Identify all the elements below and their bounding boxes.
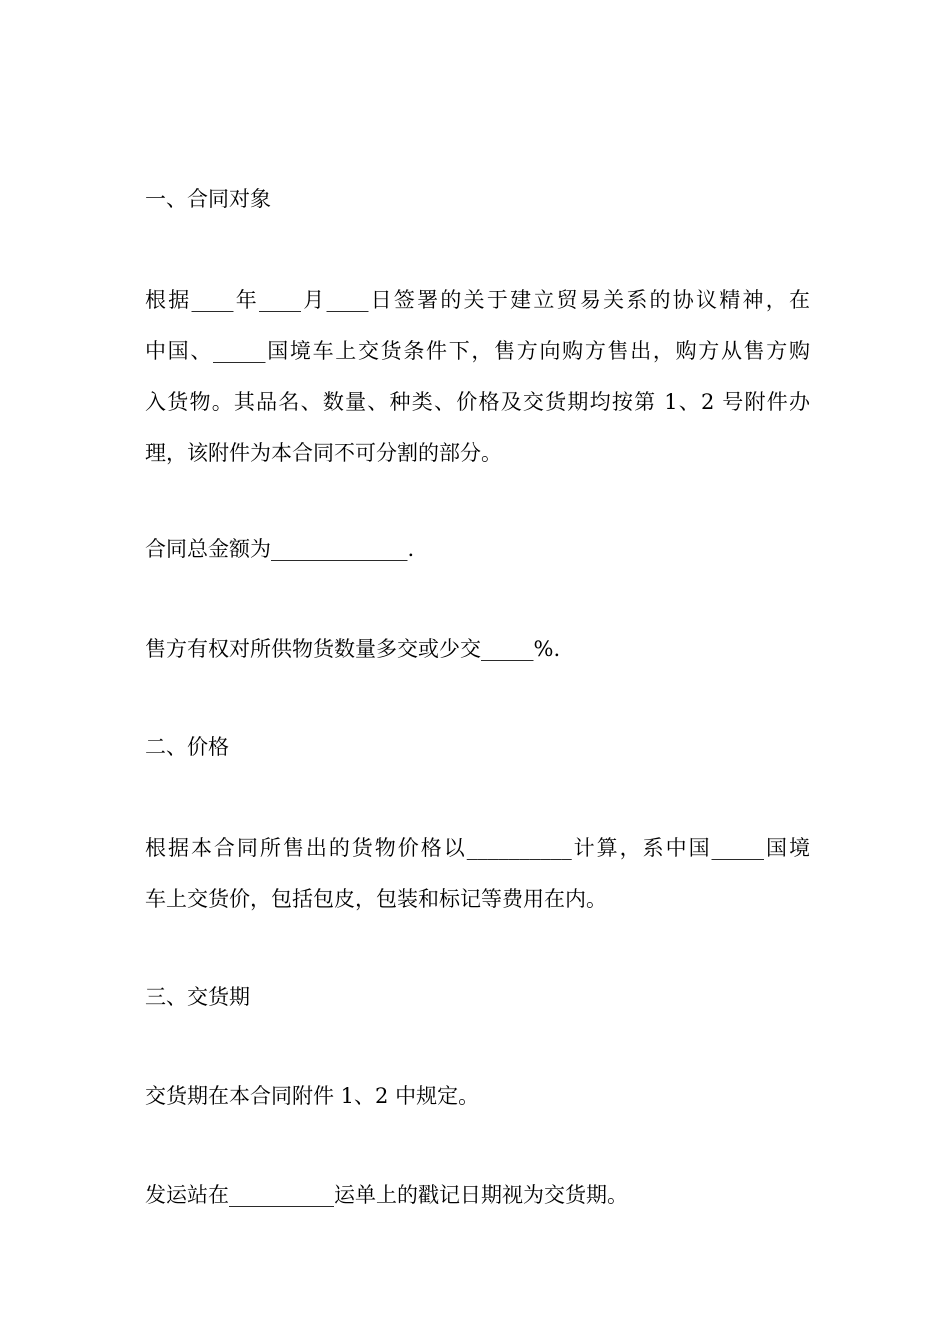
- section-3-paragraph-1: [145, 1071, 810, 1122]
- paragraph-line: 根据本合同所售出的货物价格以__________计算，系中国_____国境: [145, 836, 810, 860]
- paragraph-line: 根据____年____月____日签署的关于建立贸易关系的协议精神，在: [145, 288, 810, 312]
- paragraph-line: 理，该附件为本合同不可分割的部分。: [145, 441, 502, 465]
- paragraph-line: 售方有权对所供物货数量多交或少交_____%.: [145, 637, 561, 661]
- paragraph-line: 合同总金额为_____________.: [145, 537, 415, 561]
- heading-text: 三、交货期: [145, 985, 250, 1009]
- paragraph-line: 交货期在本合同附件 1、2 中规定。: [145, 1084, 480, 1108]
- section-1-heading: [145, 174, 810, 225]
- heading-text: 一、合同对象: [145, 187, 271, 211]
- paragraph-line: 发运站在__________运单上的戳记日期视为交货期。: [145, 1183, 628, 1207]
- paragraph-line: 入货物。其品名、数量、种类、价格及交货期均按第 1、2 号附件办: [145, 390, 810, 414]
- section-1-total-amount: [145, 524, 810, 575]
- section-2-paragraph-1: [145, 823, 810, 925]
- paragraph-line: 车上交货价，包括包皮，包装和标记等费用在内。: [145, 887, 607, 911]
- section-3-heading: [145, 972, 810, 1023]
- section-1-quantity-tolerance: [145, 624, 810, 675]
- heading-text: 二、价格: [145, 735, 229, 759]
- section-1-paragraph-1: [145, 275, 810, 479]
- paragraph-line: 中国、_____国境车上交货条件下，售方向购方售出，购方从售方购: [145, 339, 810, 363]
- section-3-paragraph-2: [145, 1170, 810, 1221]
- section-2-heading: [145, 722, 810, 773]
